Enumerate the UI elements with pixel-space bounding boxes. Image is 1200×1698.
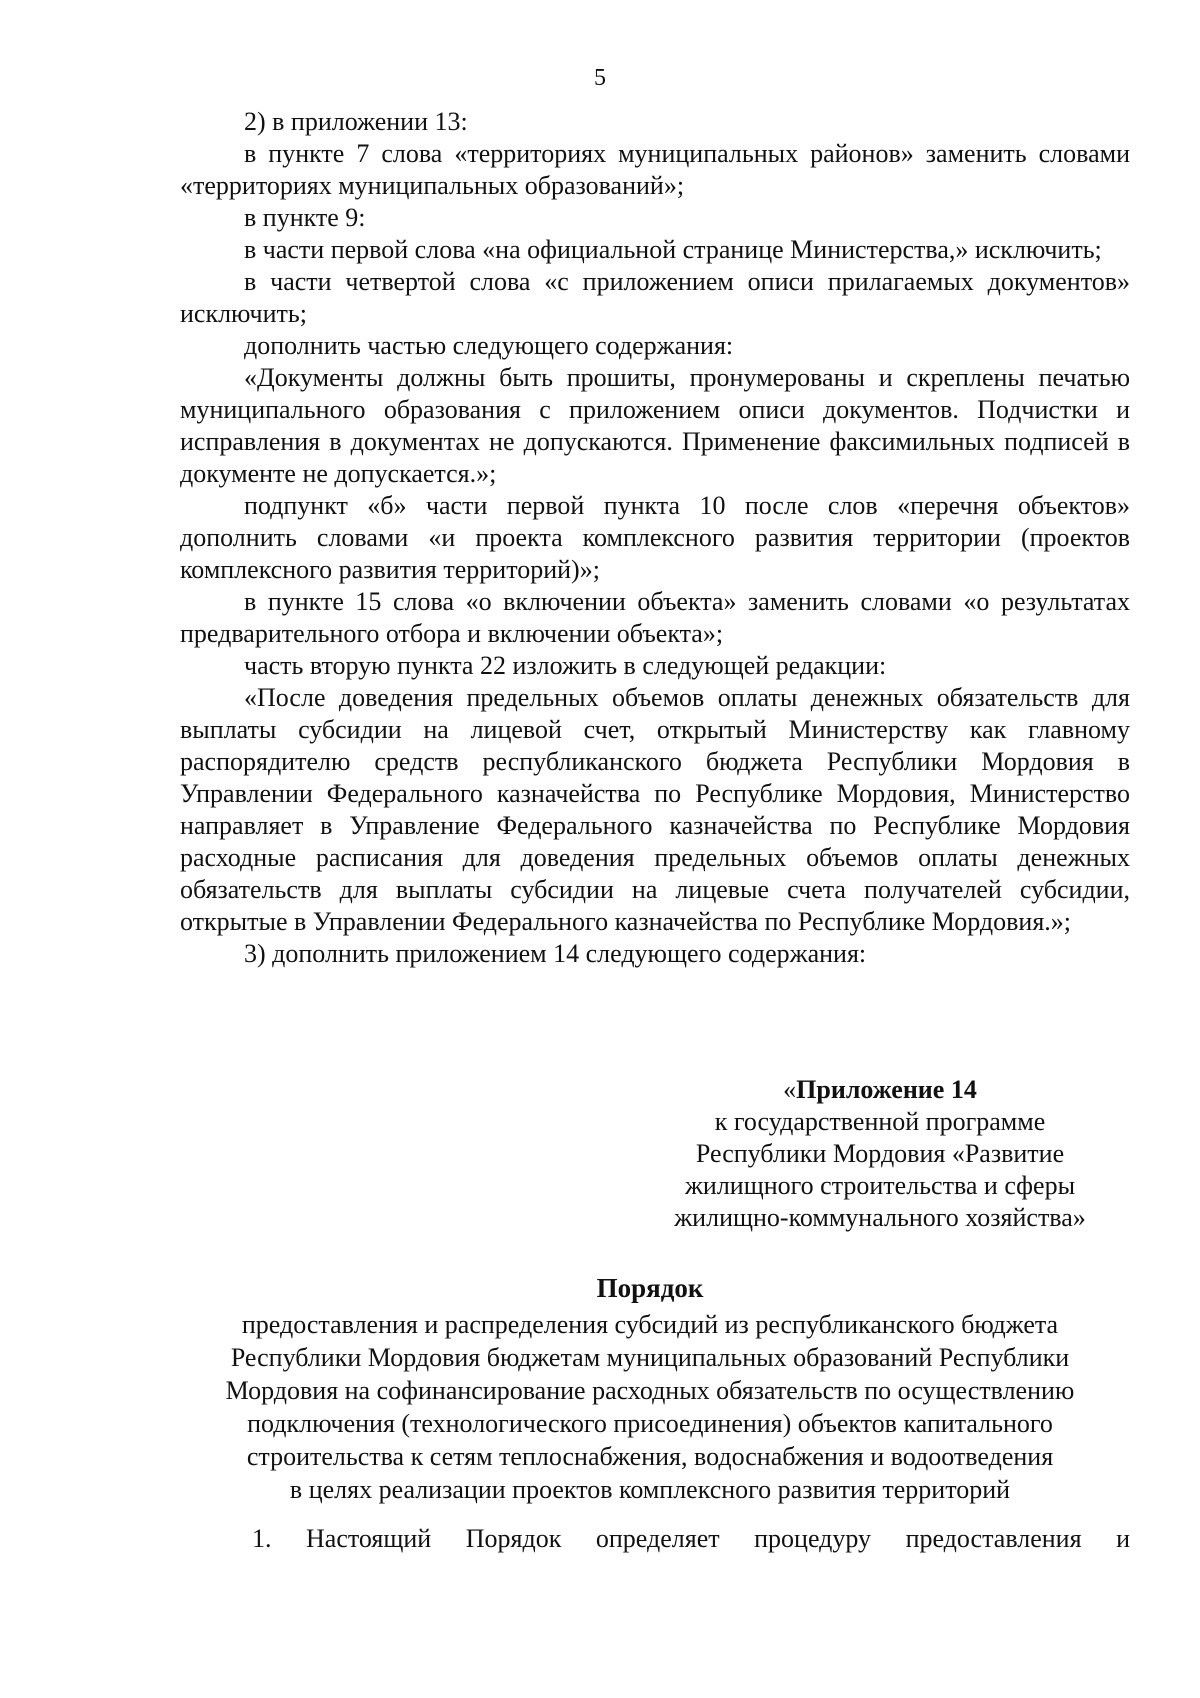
paragraph: 1. Настоящий Порядок определяет процедуру предоставления и [252,1524,1130,1553]
order-subtitle [150,1308,1150,1506]
appendix-quote: « [783,1075,797,1104]
paragraph: в пункте 9: [244,203,366,232]
paragraph: «Документы должны быть прошиты, пронумерованы и скреплены печатью муниципального образования с приложением описи документов. Подчистки и исправления в документах не допускаются. Применение факсимильных подписей в документе не допускается.»; [180,363,1130,488]
order-subtitle-line: строительства к сетям теплоснабжения, водоснабжения и водоотведения [246,1442,1054,1471]
page-number: 5 [594,65,606,91]
appendix-line: жилищного строительства и сферы [684,1171,1076,1200]
paragraph: «После доведения предельных объемов оплаты денежных обязательств для выплаты субсидии на лицевой счет, открытый Министерству как главному распорядителю средств республиканского бюджета Республики Мордовия в Управлении Федерального казначейства по Республике Мордовия, Министерство направляет в Управление Федерального казначейства по Республике Мордовия расходные расписания для доведения предельных объемов оплаты денежных обязательств для выплаты субсидии на лицевые счета получателей субсидии, открытые в Управлении Федерального казначейства по Республике Мордовия.»; [180,683,1130,936]
appendix-line: к государственной программе [714,1107,1046,1136]
paragraph: часть вторую пункта 22 изложить в следующей редакции: [244,651,887,680]
paragraph: подпункт «б» части первой пункта 10 после слов «перечня объектов» дополнить словами «и проекта комплексного развития территории (проектов комплексного развития территорий)»; [180,491,1130,584]
appendix-title-line [600,1074,1160,1106]
section-1-start [180,1523,1130,1555]
order-subtitle-line: предоставления и распределения субсидий из республиканского бюджета [241,1310,1059,1339]
paragraph: 3) дополнить приложением 14 следующего содержания: [244,939,867,968]
paragraph: в части четвертой слова «с приложением описи прилагаемых документов» исключить; [180,267,1130,328]
appendix-line: жилищно-коммунального хозяйства» [674,1203,1086,1232]
order-title: Порядок [596,1273,704,1303]
appendix-title: Приложение 14 [796,1075,977,1104]
body-text [180,106,1130,970]
appendix-header [600,1074,1160,1234]
order-subtitle-line: в целях реализации проектов комплексного развития территорий [289,1475,1011,1504]
paragraph: в пункте 15 слова «о включении объекта» заменить словами «о результатах предварительного отбора и включении объекта»; [180,587,1130,648]
order-subtitle-line: Мордовия на софинансирование расходных обязательств по осуществлению [225,1376,1075,1405]
paragraph: в пункте 7 слова «территориях муниципальных районов» заменить словами «территориях муниципальных образований»; [180,139,1130,200]
order-subtitle-line: Республики Мордовия бюджетам муниципальных образований Республики [230,1343,1070,1372]
appendix-line: Республики Мордовия «Развитие [695,1139,1065,1168]
paragraph: дополнить частью следующего содержания: [244,331,734,360]
paragraph: 2) в приложении 13: [244,107,468,136]
paragraph: в части первой слова «на официальной странице Министерства,» исключить; [244,235,1102,264]
order-subtitle-line: подключения (технологического присоединения) объектов капитального [247,1409,1053,1438]
